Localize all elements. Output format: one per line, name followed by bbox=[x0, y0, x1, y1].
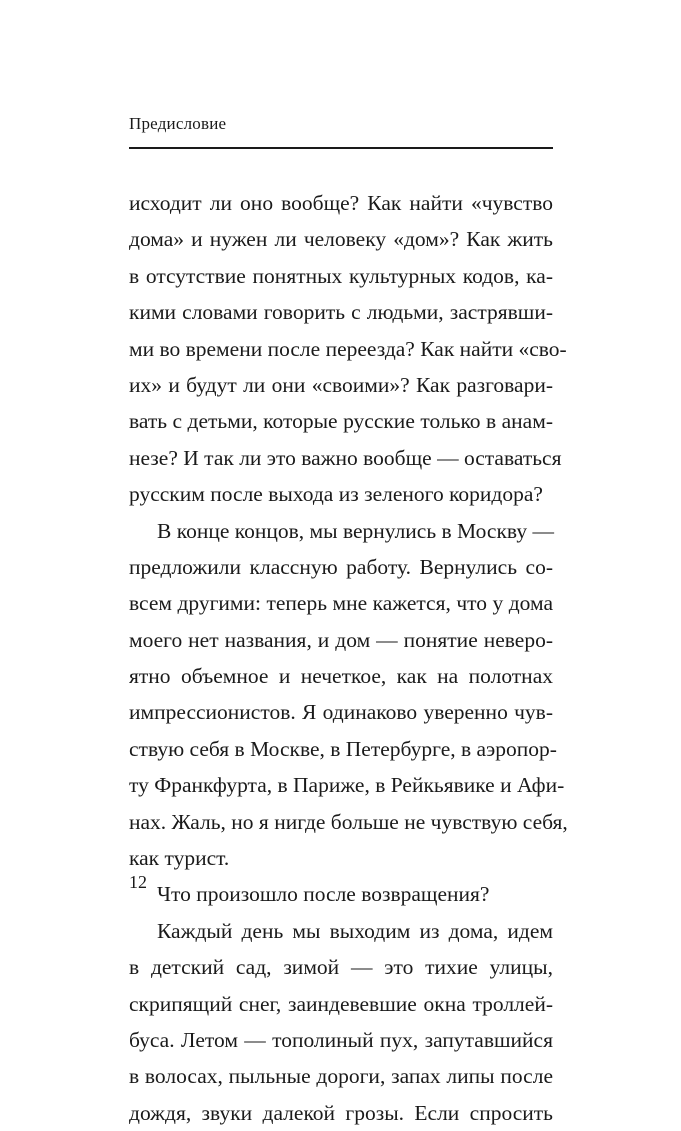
text-line: в волосах, пыльные дороги, запах липы после bbox=[129, 1064, 553, 1089]
text-line: как турист. bbox=[129, 846, 230, 871]
text-line: буса. Летом — тополиный пух, запутавшийся bbox=[129, 1027, 553, 1052]
text-line: в детский сад, зимой — это тихие улицы, bbox=[129, 955, 553, 980]
text-line: незе? И так ли это важно вообще — оставаться bbox=[129, 445, 562, 470]
text-line: в отсутствие понятных культурных кодов, ка- bbox=[129, 263, 553, 288]
text-line: моего нет названия, и дом — понятие неверо- bbox=[129, 627, 553, 652]
text-line: ту Франкфурта, в Париже, в Рейкьявике и Афи- bbox=[129, 773, 565, 798]
text-line: В конце концов, мы вернулись в Москву — bbox=[157, 518, 554, 543]
text-line: дома» и нужен ли человеку «дом»? Как жить bbox=[129, 227, 553, 252]
text-line: вать с детьми, которые русские только в анам- bbox=[129, 409, 553, 434]
text-line: Каждый день мы выходим из дома, идем bbox=[157, 918, 553, 943]
text-line: всем другими: теперь мне кажется, что у дома bbox=[129, 591, 553, 616]
text-line: русским после выхода из зеленого коридора? bbox=[129, 482, 543, 507]
text-line: ми во времени после переезда? Как найти «сво- bbox=[129, 336, 567, 361]
text-line: импрессионистов. Я одинаково уверенно чув- bbox=[129, 700, 553, 725]
text-line: кими словами говорить с людьми, застрявши- bbox=[129, 300, 553, 325]
body-text bbox=[129, 185, 568, 1131]
text-line: ятно объемное и нечеткое, как на полотнах bbox=[129, 664, 553, 689]
text-line: ствую себя в Москве, в Петербурге, в аэропор- bbox=[129, 736, 557, 761]
text-line: скрипящий снег, заиндевевшие окна троллей- bbox=[129, 991, 553, 1016]
page-number: 12 bbox=[129, 872, 147, 892]
header-rule bbox=[129, 147, 553, 149]
text-line: дождя, звуки далекой грозы. Если спросить bbox=[129, 1100, 553, 1125]
text-line: предложили классную работу. Вернулись со- bbox=[129, 554, 553, 579]
running-head: Предисловие bbox=[129, 114, 227, 133]
text-line: Что произошло после возвращения? bbox=[157, 882, 490, 907]
text-line: нах. Жаль, но я нигде больше не чувствую себя, bbox=[129, 809, 568, 834]
text-line: исходит ли оно вообще? Как найти «чувство bbox=[129, 191, 553, 215]
text-line: их» и будут ли они «своими»? Как разговари- bbox=[129, 372, 553, 397]
